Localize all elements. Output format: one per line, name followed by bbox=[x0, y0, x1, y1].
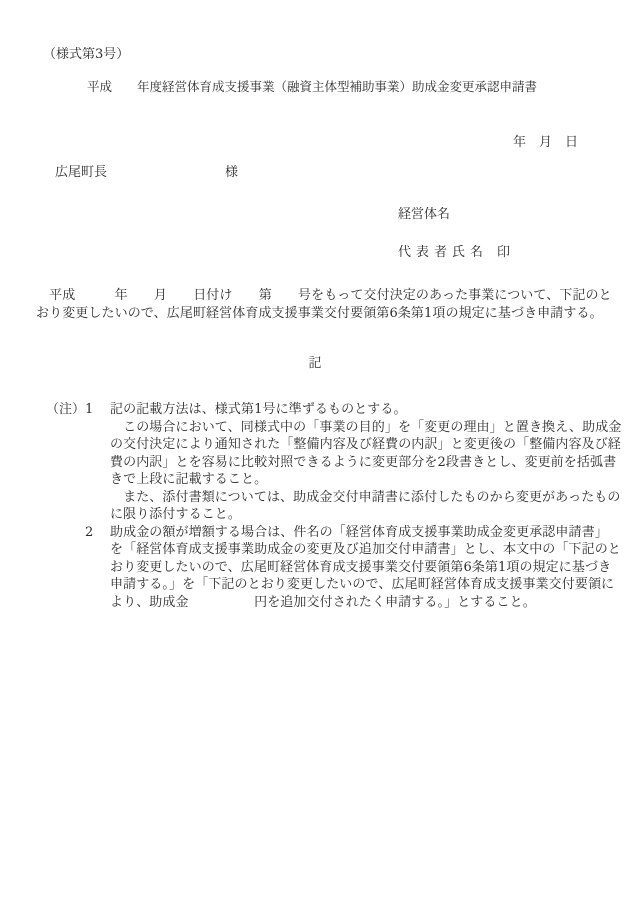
note-line: より、助成金 円を追加交付されたく申請する。」とすること。 bbox=[110, 595, 536, 610]
representative-name-label: 代表者氏名 bbox=[398, 245, 489, 260]
addressee-name: 広尾町長 bbox=[55, 165, 108, 180]
entity-name-label: 経営体名 bbox=[398, 207, 451, 222]
note-line: この場合において、同様式中の「事業の目的」を「変更の理由」と置き換え、助成金 bbox=[110, 420, 622, 435]
note-item-2-number: 2 bbox=[85, 525, 94, 540]
note-line: きで上段に記載すること。 bbox=[110, 472, 268, 487]
note-line: に限り添付すること。 bbox=[110, 507, 242, 522]
section-marker: 記 bbox=[308, 356, 322, 371]
note-line: の交付決定により通知された「整備内容及び経費の内訳」と変更後の「整備内容及び経 bbox=[110, 437, 621, 452]
note-line: を「経営体育成支援事業助成金の変更及び追加交付申請書」とし、本文中の「下記のと bbox=[110, 542, 621, 557]
body-paragraph-line-1: 平成 年 月 日付け 第 号をもって交付決定のあった事業について、下記のと bbox=[36, 288, 612, 303]
note-line: 記の記載方法は、様式第1号に準ずるものとする。 bbox=[110, 402, 407, 417]
addressee-honorific: 様 bbox=[225, 165, 239, 180]
note-line: 費の内訳」とを容易に比較対照できるように変更部分を2段書きとし、変更前を括弧書 bbox=[110, 455, 617, 470]
date-line: 年 月 日 bbox=[513, 135, 579, 150]
body-paragraph-line-2: おり変更したいので、広尾町経営体育成支援事業交付要領第6条第1項の規定に基づき申請する。 bbox=[36, 306, 603, 321]
note-line: 申請する。」を「下記のとおり変更したいので、広尾町経営体育成支援事業交付要領に bbox=[110, 577, 615, 592]
note-line: 助成金の額が増額する場合は、件名の「経営体育成支援事業助成金変更承認申請書」 bbox=[110, 525, 608, 540]
note-line: おり変更したいので、広尾町経営体育成支援事業交付要領第6条第1項の規定に基づき bbox=[110, 560, 612, 575]
note-item-1-number: 1 bbox=[85, 402, 94, 417]
form-number: （様式第3号） bbox=[43, 47, 130, 62]
note-line: また、添付書類については、助成金交付申請書に添付したものから変更があったもの bbox=[110, 490, 621, 505]
seal-label: 印 bbox=[497, 245, 511, 260]
document-title: 平成 年度経営体育成支援事業（融資主体型補助事業）助成金変更承認申請書 bbox=[87, 79, 538, 94]
notes-marker: （注） bbox=[46, 402, 86, 417]
